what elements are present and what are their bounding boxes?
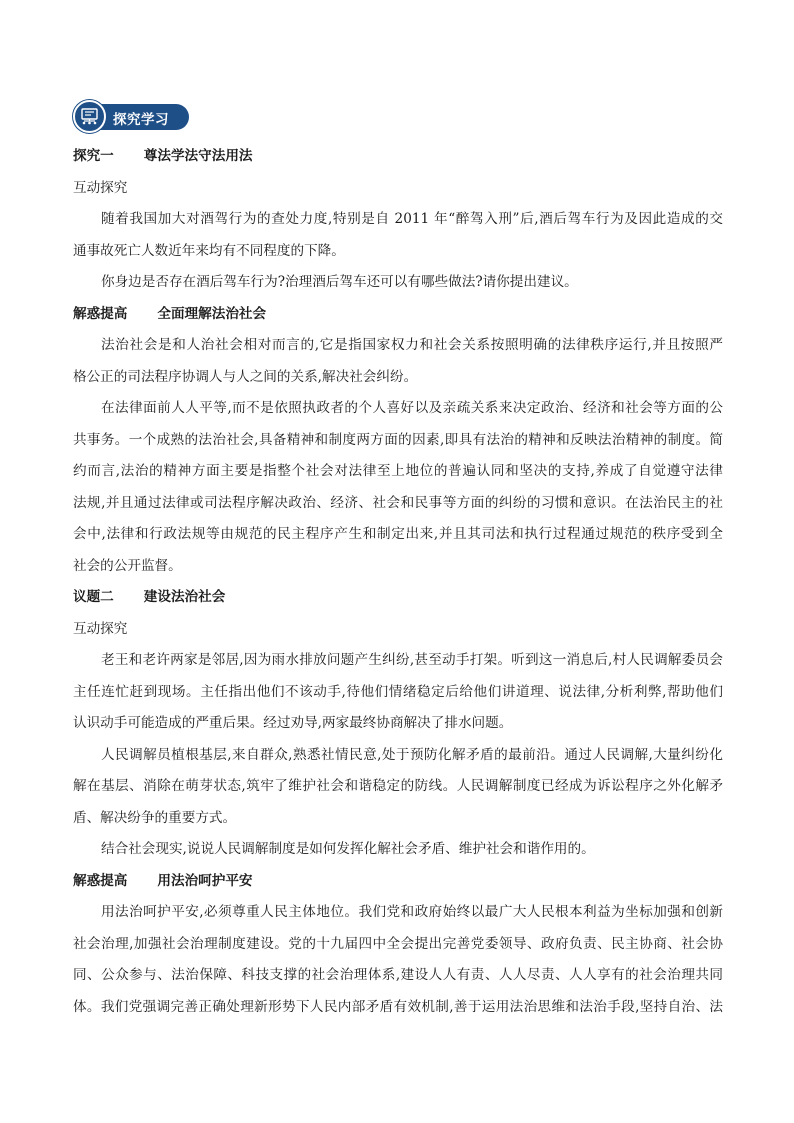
paragraph-line xyxy=(73,708,723,740)
section-heading xyxy=(73,582,723,614)
paragraph-text: 主任连忙赶到现场。主任指出他们不该动手,待他们情绪稳定后给他们讲道理、说法律,分析利弊,帮助他们 xyxy=(73,683,723,700)
paragraph-text: 人民调解员植根基层,来自群众,熟悉社情民意,处于预防化解矛盾的最前沿。通过人民调解,大量纠纷化 xyxy=(101,746,723,763)
paragraph-line xyxy=(73,425,723,457)
paragraph-line xyxy=(73,645,723,677)
paragraph-text: 解在基层、消除在萌芽状态,筑牢了维护社会和谐稳定的防线。人民调解制度已经成为诉讼程序之外化解矛 xyxy=(73,778,723,794)
paragraph-line xyxy=(73,267,723,299)
paragraph-text: 盾、解决纷争的重要方式。 xyxy=(73,809,237,826)
subheading xyxy=(73,614,723,646)
paragraph-text: 在法律面前人人平等,而不是依照执政者的个人喜好以及亲疏关系来决定政治、经济和社会等方面的公 xyxy=(101,400,723,416)
heading-number: 探究一 xyxy=(73,148,114,164)
paragraph-text: 格公正的司法程序协调人与人之间的关系,解决社会纠纷。 xyxy=(73,368,418,385)
badge-circle xyxy=(73,100,106,133)
heading-number: 解惑提高 xyxy=(73,872,128,889)
paragraph-line xyxy=(73,204,723,236)
heading-title: 尊法学法守法用法 xyxy=(143,148,253,164)
paragraph-line xyxy=(73,929,723,961)
paragraph-text: 法治社会是和人治社会相对而言的,它是指国家权力和社会关系按照明确的法律秩序运行,并且按照严 xyxy=(101,337,723,353)
heading-title: 全面理解法治社会 xyxy=(157,305,267,322)
paragraph-text: 随着我国加大对酒驾行为的查处力度,特别是自 2011 年“醉驾入刑”后,酒后驾车行为及因此造成的交 xyxy=(101,211,723,227)
heading-title: 建设法治社会 xyxy=(143,589,226,605)
section-heading xyxy=(73,141,723,173)
paragraph-line xyxy=(73,803,723,835)
paragraph-text: 体。我们党强调完善正确处理新形势下人民内部矛盾有效机制,善于运用法治思维和法治手段,坚持自治、法 xyxy=(73,998,723,1015)
paragraph-line xyxy=(73,960,723,992)
paragraph-line xyxy=(73,992,723,1024)
badge-label: 探究学习 xyxy=(113,112,169,128)
heading-number: 议题二 xyxy=(73,589,114,605)
paragraph-text: 会中,法律和行政法规等由规范的民主程序产生和制定出来,并且其司法和执行过程通过规范的秩序受到全 xyxy=(73,526,723,542)
paragraph-line xyxy=(73,488,723,520)
document-body xyxy=(73,141,723,1023)
paragraph-text: 共事务。一个成熟的法治社会,具备精神和制度两方面的因素,即具有法治的精神和反映法治精神的制度。简 xyxy=(73,431,723,448)
paragraph-line xyxy=(73,897,723,929)
paragraph-line xyxy=(73,236,723,268)
paragraph-text: 结合社会现实,说说人民调解制度是如何发挥化解社会矛盾、维护社会和谐作用的。 xyxy=(101,841,595,857)
paragraph-text: 通事故死亡人数近年来均有不同程度的下降。 xyxy=(73,242,345,259)
section-heading xyxy=(73,866,723,898)
heading-title: 用法治呵护平安 xyxy=(157,872,253,889)
paragraph-line xyxy=(73,456,723,488)
paragraph-text: 认识动手可能造成的严重后果。经过劝导,两家最终协商解决了排水问题。 xyxy=(73,715,513,731)
paragraph-line xyxy=(73,834,723,866)
section-badge xyxy=(73,100,191,133)
paragraph-line xyxy=(73,771,723,803)
paragraph-line xyxy=(73,740,723,772)
paragraph-line xyxy=(73,551,723,583)
paragraph-line xyxy=(73,519,723,551)
subheading-text: 互动探究 xyxy=(73,620,128,637)
paragraph-line xyxy=(73,362,723,394)
subheading-text: 互动探究 xyxy=(73,179,128,196)
paragraph-text: 社会的公开监督。 xyxy=(73,557,182,574)
subheading xyxy=(73,173,723,205)
paragraph-text: 用法治呵护平安,必须尊重人民主体地位。我们党和政府始终以最广大人民根本利益为坐标加强和创新 xyxy=(101,904,723,920)
section-heading xyxy=(73,299,723,331)
paragraph-text: 你身边是否存在酒后驾车行为?治理酒后驾车还可以有哪些做法?请你提出建议。 xyxy=(101,274,578,290)
paragraph-text: 约而言,法治的精神方面主要是指整个社会对法律至上地位的普遍认同和坚决的支持,养成了自觉遵守法律 xyxy=(73,463,723,479)
paragraph-text: 法规,并且通过法律或司法程序解决政治、经济、社会和民事等方面的纠纷的习惯和意识。在法治民主的社 xyxy=(73,494,723,511)
paragraph-text: 同、公众参与、法治保障、科技支撑的社会治理体系,建设人人有责、人人尽责、人人享有的社会治理共同 xyxy=(73,967,723,983)
paragraph-text: 老王和老许两家是邻居,因为雨水排放问题产生纠纷,甚至动手打架。听到这一消息后,村人民调解委员会 xyxy=(101,652,723,668)
paragraph-text: 社会治理,加强社会治理制度建设。党的十九届四中全会提出完善党委领导、政府负责、民主协商、社会协 xyxy=(73,935,723,952)
paragraph-line xyxy=(73,330,723,362)
heading-number: 解惑提高 xyxy=(73,305,128,322)
paragraph-line xyxy=(73,393,723,425)
paragraph-line xyxy=(73,677,723,709)
